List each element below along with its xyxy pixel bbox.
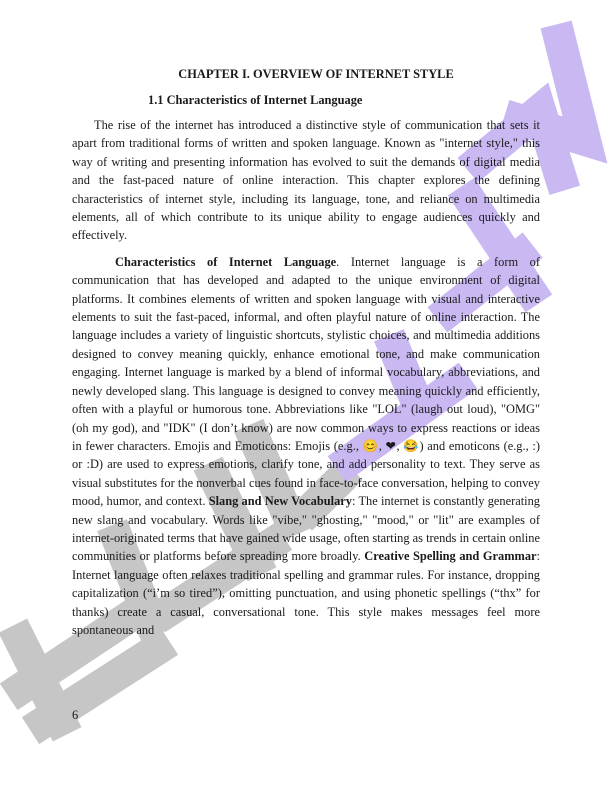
heading-creative-spelling: Creative Spelling and Grammar — [364, 549, 537, 564]
page-content — [72, 66, 540, 639]
heading-characteristics: Characteristics of Internet Language — [115, 254, 337, 269]
body-paragraph — [72, 253, 540, 640]
heading-slang: Slang and New Vocabulary — [208, 494, 352, 509]
body-text-1: . Internet language is a form of communication that has developed and adapted to the unique environment of digital platforms. It combines elements of written and spoken language with visual and interactive elements to suit the fast-paced, informal, and often playful nature of online interaction. The language includes a variety of linguistic shortcuts, stylistic choices, and multimedia additions designed to convey meaning quickly, enhance emotional tone, and make communication engaging. Internet language is marked by a blend of informal vocabulary, abbreviations, and newly developed slang. This language is designed to convey meaning quickly and efficiently, often with a playful or humorous tone. Abbreviations like "LOL" (laugh out loud), "OMG" (oh my god), and "IDK" (I don’t know) are now common ways to express reactions or ideas in fewer characters. Emojis and Emoticons: Emojis (e.g., 😊, ❤, 😂) and emoticons (e.g., :) or :D) are used to express emotions, clarify tone, and add personality to text. They serve as visual substitutes for the nonverbal cues found in face-to-face conversation, helping to convey mood, humor, and context. — [72, 254, 540, 509]
chapter-title: CHAPTER I. OVERVIEW OF INTERNET STYLE — [178, 67, 454, 81]
intro-paragraph: The rise of the internet has introduced a distinctive style of communication that sets it apart from traditional forms of written and spoken language. Known as "internet style," this way of writing and presenting information has evolved to suit the demands of digital media and the fast-paced nature of online interaction. This chapter explores the defining characteristics of internet style, including its language, tone, and reliance on multimedia elements, all of which contribute to its unique ability to engage audiences quickly and effectively. — [72, 118, 540, 243]
body-text-2: : The internet is constantly generating new slang and vocabulary. Words like "vibe," "ghosting," "mood," or "lit" are examples of internet-originated terms that have gained wide usage, often starting as trends in certain online communities or platforms before spreading more broadly. — [72, 494, 540, 564]
page-number: 6 — [72, 708, 79, 722]
body-text-3: : Internet language often relaxes traditional spelling and grammar rules. For instance, dropping capitalization (“i’m so tired”), omitting punctuation, and using phonetic spellings (“thx” for thanks) create a casual, conversational tone. This style makes messages feel more spontaneous and — [72, 549, 540, 637]
section-title: 1.1 Characteristics of Internet Language — [148, 93, 363, 107]
